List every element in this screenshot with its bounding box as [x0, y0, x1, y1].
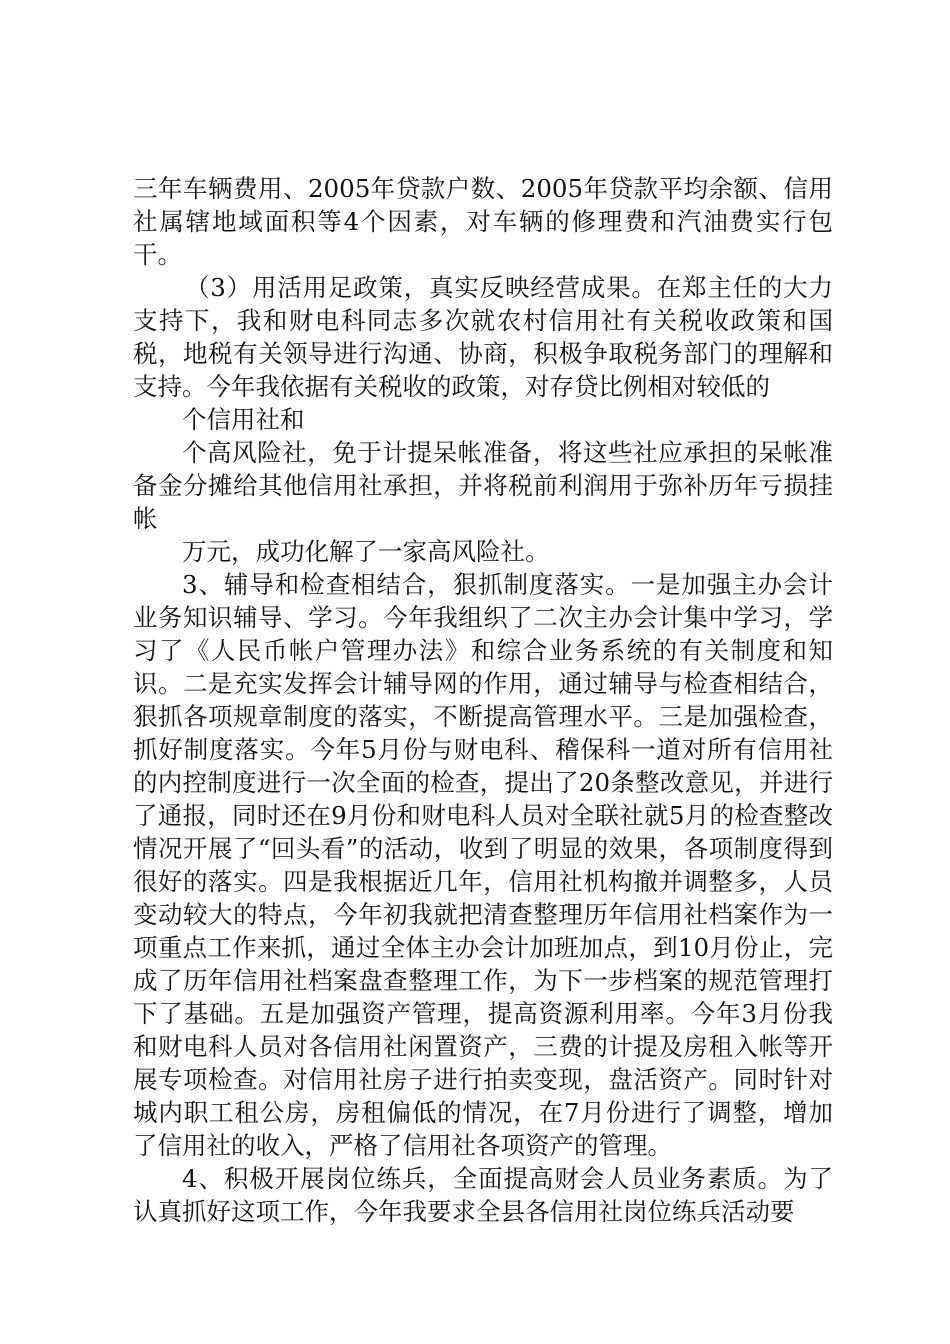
paragraph-job-training: 4、积极开展岗位练兵，全面提高财会人员业务素质。为了认真抓好这项工作，今年我要求全县各信用社岗位练兵活动要	[133, 1164, 833, 1226]
paragraph-high-risk-societies: 个高风险社，免于计提呆帐准备，将这些社应承担的呆帐准备金分摊给其他信用社承担，并将税前利润用于弥补历年亏损挂帐	[133, 438, 833, 533]
paragraph-vehicle-costs: 三年车辆费用、2005年贷款户数、2005年贷款平均余额、信用社属辖地域面积等4个因素，对车辆的修理费和汽油费实行包干。	[133, 174, 833, 269]
document-body	[133, 172, 833, 1228]
paragraph-guidance-and-inspection: 3、辅导和检查相结合，狠抓制度落实。一是加强主办会计业务知识辅导、学习。今年我组织了二次主办会计集中学习，学习了《人民币帐户管理办法》和综合业务系统的有关制度和知识。二是充实发挥会计辅导网的作用，通过辅导与检查相结合，狠抓各项规章制度的落实，不断提高管理水平。三是加强检查，抓好制度落实。今年5月份与财电科、稽保科一道对所有信用社的内控制度进行一次全面的检查，提出了20条整改意见，并进行了通报，同时还在9月份和财电科人员对全联社就5月的检查整改情况开展了“回头看”的活动，收到了明显的效果，各项制度得到很好的落实。四是我根据近几年，信用社机构撤并调整多，人员变动较大的特点，今年初我就把清查整理历年信用社档案作为一项重点工作来抓，通过全体主办会计加班加点，到10月份止，完成了历年信用社档案盘查整理工作，为下一步档案的规范管理打下了基础。五是加强资产管理，提高资源利用率。今年3月份我和财电科人员对各信用社闲置资产，三费的计提及房租入帐等开展专项检查。对信用社房子进行拍卖变现，盘活资产。同时针对城内职工租公房，房租偏低的情况，在7月份进行了调整，增加了信用社的收入，严格了信用社各项资产的管理。	[133, 570, 833, 1160]
paragraph-resolution: 万元，成功化解了一家高风险社。	[182, 537, 550, 566]
paragraph-tax-policy: （3）用活用足政策，真实反映经营成果。在郑主任的大力支持下，我和财电科同志多次就农村信用社有关税收政策和国税，地税有关领导进行沟通、协商，积极争取税务部门的理解和支持。今年我依据有关税收的政策，对存贷比例相对较低的	[133, 273, 833, 401]
paragraph-credit-unions-fragment: 个信用社和	[182, 405, 305, 434]
